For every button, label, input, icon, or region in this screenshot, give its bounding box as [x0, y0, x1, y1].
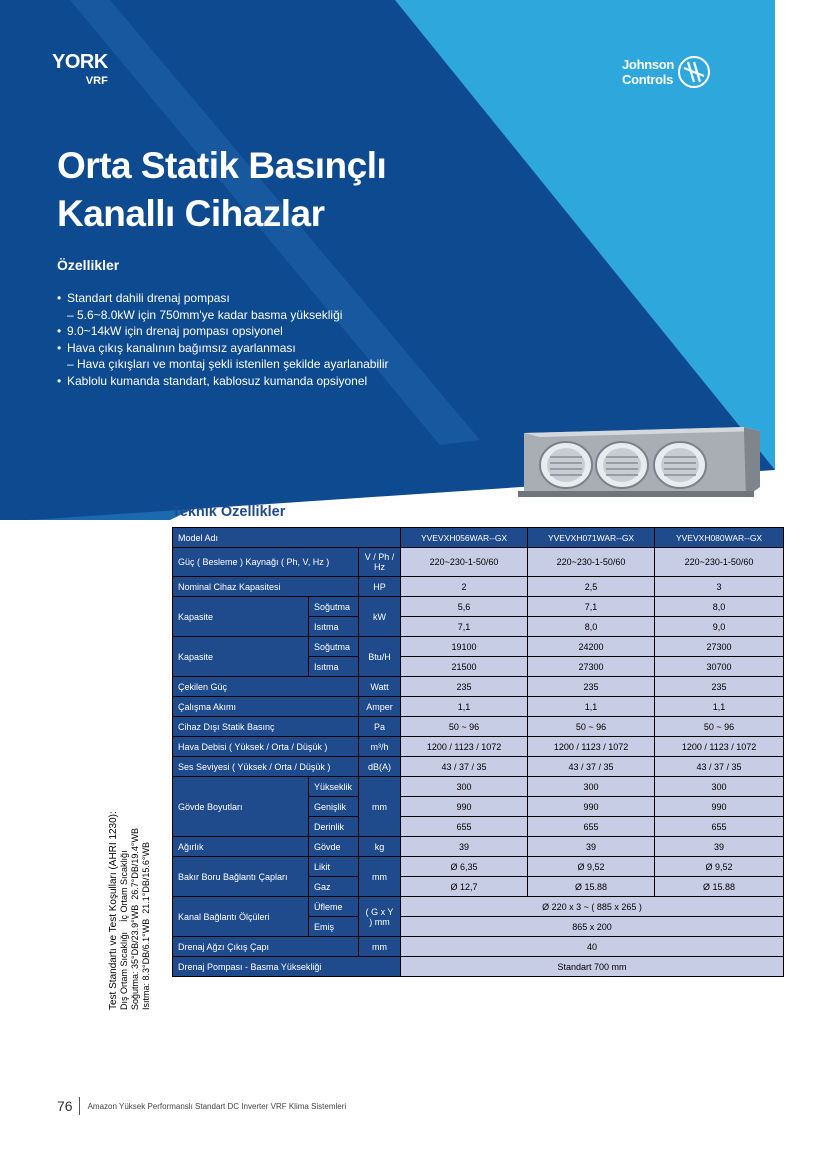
- indoor-label: İç Ortam Sıcaklığı: [119, 850, 129, 922]
- model-label: Model Adı: [173, 528, 401, 548]
- row-sublabel: Isıtma: [309, 617, 359, 637]
- cell: 1,1: [401, 697, 528, 717]
- row-label: Ses Seviyesi ( Yüksek / Orta / Düşük ): [173, 757, 359, 777]
- cell: 235: [528, 677, 655, 697]
- row-unit: kW: [359, 597, 401, 637]
- jc-line2: Controls: [622, 72, 674, 87]
- heating-outdoor: Isıtma: 8.3°DB/6.1°WB: [141, 918, 151, 1010]
- cell: 1200 / 1123 / 1072: [655, 737, 784, 757]
- test-conditions-row: [141, 720, 152, 1010]
- cell: 27300: [528, 657, 655, 677]
- row-sublabel: Gövde: [309, 837, 359, 857]
- cell: 990: [655, 797, 784, 817]
- cell: 30700: [655, 657, 784, 677]
- cell: Standart 700 mm: [401, 957, 784, 977]
- table-row: [173, 597, 784, 617]
- row-unit: mm: [359, 777, 401, 837]
- cell: Ø 15.88: [528, 877, 655, 897]
- cell: 9,0: [655, 617, 784, 637]
- row-label: Cihaz Dışı Statik Basınç: [173, 717, 359, 737]
- test-conditions-row: [130, 720, 141, 1010]
- spec-section-title: Teknik Özellikler: [172, 504, 286, 520]
- cell: 300: [528, 777, 655, 797]
- test-conditions-title: Test Standartı ve Test Koşulları (AHRI 1230):: [108, 811, 119, 1010]
- cell: 40: [401, 937, 784, 957]
- row-unit: HP: [359, 577, 401, 597]
- row-sublabel: Genişlik: [309, 797, 359, 817]
- york-vrf-label: VRF: [85, 75, 108, 87]
- table-row: [173, 697, 784, 717]
- table-row: [173, 548, 784, 577]
- cell: 1,1: [655, 697, 784, 717]
- table-row: [173, 857, 784, 877]
- row-label: Güç ( Besleme ) Kaynağı ( Ph, V, Hz ): [173, 548, 359, 577]
- title-line-2: Kanallı Cihazlar: [57, 193, 325, 234]
- cell: Ø 15.88: [655, 877, 784, 897]
- table-row: [173, 577, 784, 597]
- feature-subitem: – 5.6~8.0kW için 750mm'ye kadar basma yüksekliği: [67, 307, 343, 322]
- row-label: Drenaj Ağzı Çıkış Çapı: [173, 937, 359, 957]
- feature-item: • Standart dahili drenaj pompası: [57, 290, 388, 307]
- features-list: [57, 290, 388, 389]
- cell: 235: [655, 677, 784, 697]
- page-number: 76: [57, 1098, 73, 1114]
- test-conditions-row: [119, 720, 130, 1010]
- jc-wordmark: [622, 57, 674, 87]
- cell: 43 / 37 / 35: [655, 757, 784, 777]
- cell: 7,1: [528, 597, 655, 617]
- fan-outlet-3: [654, 442, 706, 488]
- cell: 50 ~ 96: [401, 717, 528, 737]
- table-row: [173, 937, 784, 957]
- row-unit: dB(A): [359, 757, 401, 777]
- model-col-2: YVEVXH071WAR--GX: [528, 528, 655, 548]
- row-sublabel: Soğutma: [309, 637, 359, 657]
- row-unit: ( G x Y ) mm: [359, 897, 401, 937]
- feature-item: • Hava çıkış kanalının bağımsız ayarlanması: [57, 340, 388, 357]
- cell: 43 / 37 / 35: [528, 757, 655, 777]
- cell: 2,5: [528, 577, 655, 597]
- row-label: Nominal Cihaz Kapasitesi: [173, 577, 359, 597]
- jc-line1: Johnson: [622, 57, 675, 72]
- row-unit: mm: [359, 857, 401, 897]
- cell: 655: [401, 817, 528, 837]
- feature-item: • 9.0~14kW için drenaj pompası opsiyonel: [57, 323, 388, 340]
- row-label: Gövde Boyutları: [173, 777, 309, 837]
- cell: 39: [528, 837, 655, 857]
- cell: 50 ~ 96: [528, 717, 655, 737]
- row-sublabel: Üfleme: [309, 897, 359, 917]
- outdoor-label: Dış Ortam Sıcaklığı: [119, 931, 129, 1010]
- cell: 300: [401, 777, 528, 797]
- row-sublabel: Yükseklik: [309, 777, 359, 797]
- test-conditions-note: [108, 720, 162, 1010]
- title-line-1: Orta Statik Basınçlı: [57, 145, 387, 186]
- table-row: [173, 637, 784, 657]
- row-label: Drenaj Pompası - Basma Yüksekliği: [173, 957, 401, 977]
- page-footer: [57, 1097, 346, 1115]
- row-unit: Amper: [359, 697, 401, 717]
- cell: Ø 6,35: [401, 857, 528, 877]
- cell: 990: [401, 797, 528, 817]
- row-sublabel: Gaz: [309, 877, 359, 897]
- model-col-3: YVEVXH080WAR--GX: [655, 528, 784, 548]
- row-sublabel: Soğutma: [309, 597, 359, 617]
- york-wordmark: YORK: [52, 51, 108, 73]
- cell: 2: [401, 577, 528, 597]
- footer-text: Amazon Yüksek Performanslı Standart DC Inverter VRF Klima Sistemleri: [87, 1101, 347, 1111]
- cell: 1200 / 1123 / 1072: [401, 737, 528, 757]
- row-sublabel: Emiş: [309, 917, 359, 937]
- cell: 235: [401, 677, 528, 697]
- table-row: [173, 897, 784, 917]
- cell: Ø 9,52: [528, 857, 655, 877]
- table-row: [173, 957, 784, 977]
- cell: 1,1: [528, 697, 655, 717]
- duct-unit-product-image: [518, 425, 766, 503]
- cell: 300: [655, 777, 784, 797]
- cell: 27300: [655, 637, 784, 657]
- row-label: Hava Debisi ( Yüksek / Orta / Düşük ): [173, 737, 359, 757]
- table-row: [173, 757, 784, 777]
- footer-divider: [79, 1097, 80, 1115]
- row-label: Çalışma Akımı: [173, 697, 359, 717]
- cooling-outdoor: Soğutma: 35°DB/23.9°WB: [130, 904, 140, 1010]
- cell: 220~230-1-50/60: [655, 548, 784, 577]
- table-row-header: [173, 528, 784, 548]
- table-row: [173, 777, 784, 797]
- cell: 5,6: [401, 597, 528, 617]
- cell: 3: [655, 577, 784, 597]
- table-row: [173, 717, 784, 737]
- row-sublabel: Derinlik: [309, 817, 359, 837]
- row-unit: mm: [359, 937, 401, 957]
- row-label: Kanal Bağlantı Ölçüleri: [173, 897, 309, 937]
- feature-subitem: – Hava çıkışları ve montaj şekli istenilen şekilde ayarlanabilir: [67, 357, 389, 371]
- cell: 990: [528, 797, 655, 817]
- heating-indoor: 21.1°DB/15.6°WB: [141, 842, 151, 914]
- cell: 39: [655, 837, 784, 857]
- cell: 7,1: [401, 617, 528, 637]
- york-logo: [52, 52, 108, 88]
- jc-emblem-icon: [678, 56, 710, 88]
- page-title: [57, 142, 386, 238]
- fan-outlet-2: [596, 442, 648, 488]
- cell: 1200 / 1123 / 1072: [528, 737, 655, 757]
- spec-table: [172, 527, 784, 977]
- row-unit: kg: [359, 837, 401, 857]
- johnson-controls-logo: [622, 56, 710, 88]
- cell: 50 ~ 96: [655, 717, 784, 737]
- cell: 21500: [401, 657, 528, 677]
- cell: Ø 220 x 3 ~ ( 885 x 265 ): [401, 897, 784, 917]
- cell: 220~230-1-50/60: [401, 548, 528, 577]
- cell: 655: [655, 817, 784, 837]
- cell: 865 x 200: [401, 917, 784, 937]
- table-row: [173, 737, 784, 757]
- model-col-1: YVEVXH056WAR--GX: [401, 528, 528, 548]
- row-label: Çekilen Güç: [173, 677, 359, 697]
- row-label: Kapasite: [173, 597, 309, 637]
- cell: Ø 12,7: [401, 877, 528, 897]
- row-label: Bakır Boru Bağlantı Çapları: [173, 857, 309, 897]
- row-sublabel: Likit: [309, 857, 359, 877]
- row-unit: Pa: [359, 717, 401, 737]
- features-heading: Özellikler: [57, 257, 120, 273]
- cell: 24200: [528, 637, 655, 657]
- cell: 220~230-1-50/60: [528, 548, 655, 577]
- cell: 43 / 37 / 35: [401, 757, 528, 777]
- cell: 8,0: [655, 597, 784, 617]
- table-row: [173, 837, 784, 857]
- cooling-indoor: 26.7°DB/19.4°WB: [130, 828, 140, 900]
- row-unit: Watt: [359, 677, 401, 697]
- cell: 8,0: [528, 617, 655, 637]
- feature-item: • Kablolu kumanda standart, kablosuz kumanda opsiyonel: [57, 373, 388, 390]
- table-row: [173, 677, 784, 697]
- fan-outlet-1: [540, 442, 592, 488]
- row-label: Ağırlık: [173, 837, 309, 857]
- cell: 39: [401, 837, 528, 857]
- cell: 19100: [401, 637, 528, 657]
- row-unit: Btu/H: [359, 637, 401, 677]
- row-label: Kapasite: [173, 637, 309, 677]
- cell: Ø 9,52: [655, 857, 784, 877]
- row-unit: V / Ph / Hz: [359, 548, 401, 577]
- row-unit: m³/h: [359, 737, 401, 757]
- row-sublabel: Isıtma: [309, 657, 359, 677]
- cell: 655: [528, 817, 655, 837]
